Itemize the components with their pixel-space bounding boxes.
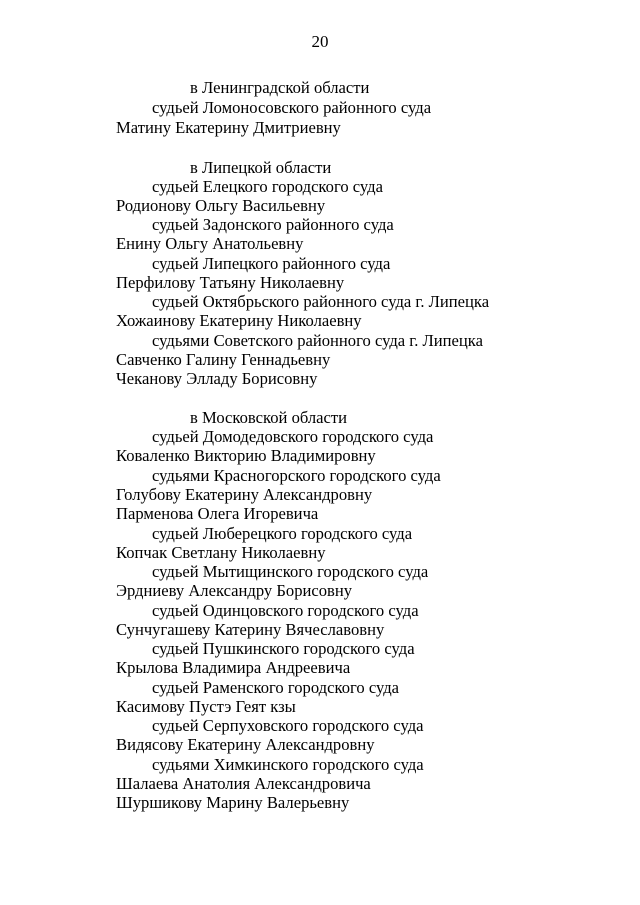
page-number: 20: [311, 32, 329, 51]
judge-name: Матину Екатерину Дмитриевну: [116, 118, 341, 137]
judge-name: Чеканову Элладу Борисовну: [116, 369, 318, 388]
court-line: судьей Ломоносовского районного суда: [152, 98, 432, 117]
region-heading: в Липецкой области: [190, 158, 332, 177]
court-line: судьей Люберецкого городского суда: [152, 524, 413, 543]
court-line: судьей Октябрьского районного суда г. Липецка: [152, 292, 490, 311]
judge-name: Сунчугашеву Катерину Вячеславовну: [116, 620, 385, 639]
judge-name: Савченко Галину Геннадьевну: [116, 350, 331, 369]
judge-name: Эрдниеву Александру Борисовну: [116, 581, 353, 600]
judge-name: Голубову Екатерину Александровну: [116, 485, 373, 504]
court-line: судьей Серпуховского городского суда: [152, 716, 424, 735]
court-line: судьей Одинцовского городского суда: [152, 601, 419, 620]
judge-name: Видясову Екатерину Александровну: [116, 735, 375, 754]
judge-name: Парменова Олега Игоревича: [116, 504, 319, 523]
court-line: судьей Пушкинского городского суда: [152, 639, 415, 658]
court-line: судьями Химкинского городского суда: [152, 755, 424, 774]
region-heading: в Ленинградской области: [190, 78, 370, 97]
court-line: судьями Советского районного суда г. Липецка: [152, 331, 483, 350]
judge-name: Касимову Пустэ Геят кзы: [116, 697, 296, 716]
court-line: судьей Домодедовского городского суда: [152, 427, 434, 446]
judge-name: Шалаева Анатолия Александровича: [116, 774, 371, 793]
judge-name: Перфилову Татьяну Николаевну: [116, 273, 345, 292]
court-line: судьей Раменского городского суда: [152, 678, 400, 697]
judge-name: Хожаинову Екатерину Николаевну: [116, 311, 362, 330]
region-heading: в Московской области: [190, 408, 348, 427]
judge-name: Шуршикову Марину Валерьевну: [116, 793, 350, 812]
court-line: судьей Елецкого городского суда: [152, 177, 383, 196]
court-line: судьей Задонского районного суда: [152, 215, 394, 234]
judge-name: Крылова Владимира Андреевича: [116, 658, 351, 677]
judge-name: Копчак Светлану Николаевну: [116, 543, 326, 562]
court-line: судьями Красногорского городского суда: [152, 466, 441, 485]
court-line: судьей Липецкого районного суда: [152, 254, 391, 273]
judge-name: Родионову Ольгу Васильевну: [116, 196, 326, 215]
judge-name: Коваленко Викторию Владимировну: [116, 446, 376, 465]
court-line: судьей Мытищинского городского суда: [152, 562, 429, 581]
judge-name: Енину Ольгу Анатольевну: [116, 234, 304, 253]
